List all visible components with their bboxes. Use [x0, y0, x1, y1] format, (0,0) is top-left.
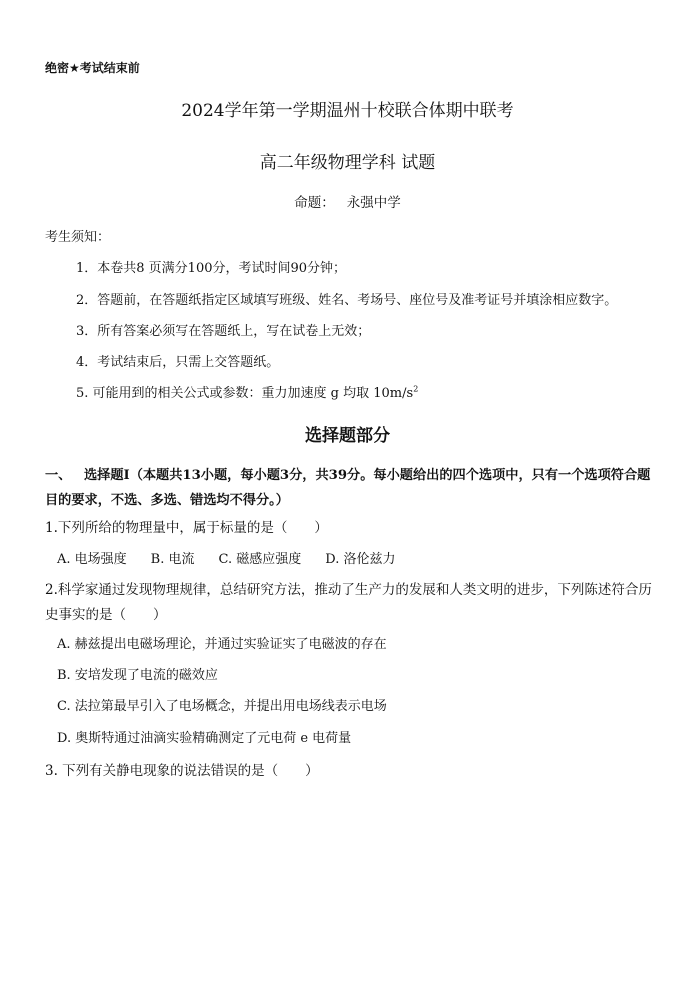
part-title: 选择题Ⅰ	[83, 468, 130, 483]
option-c: C. 法拉第最早引入了电场概念，并提出用电场线表示电场	[57, 699, 387, 714]
notice-item-text: 5. 可能用到的相关公式或参数：重力加速度 g 均取 10m/s	[76, 386, 414, 401]
part-number: 一、	[45, 468, 72, 483]
notice-item: 4．考试结束后，只需上交答题纸。	[76, 355, 280, 370]
option-a: A. 赫兹提出电磁场理论，并通过实验证实了电磁波的存在	[57, 637, 387, 652]
part-instructions	[45, 463, 655, 513]
notice-item: 3．所有答案必须写在答题纸上，写在试卷上无效；	[76, 324, 371, 339]
notice-item: 2．答题前，在答题纸指定区域填写班级、姓名、考场号、座位号及准考证号并填涂相应数字。	[76, 293, 618, 308]
exam-title: 2024学年第一学期温州十校联合体期中联考	[181, 101, 514, 121]
notice-item: 1．本卷共8 页满分100分，考试时间90分钟；	[76, 261, 347, 276]
superscript: 2	[413, 384, 419, 394]
question-stem: 3. 下列有关静电现象的说法错误的是（ ）	[45, 763, 319, 779]
notice-heading: 考生须知：	[45, 230, 111, 245]
setter-label: 命题：	[294, 195, 335, 211]
exam-subtitle: 高二年级物理学科 试题	[259, 153, 436, 173]
part-description: （本题共13小题，每小题3分，共39分。每小题给出的四个选项中，只有一个选项符合题目的要求，不选、多选、错选均不得分。）	[45, 468, 651, 508]
setter-school: 永强中学	[346, 195, 401, 211]
option-b: B. 安培发现了电流的磁效应	[57, 668, 218, 683]
section-title: 选择题部分	[305, 426, 390, 446]
option-d: D. 洛伦兹力	[325, 552, 396, 567]
option-c: C. 磁感应强度	[218, 552, 302, 567]
notice-item	[76, 382, 418, 401]
option-b: B. 电流	[150, 552, 195, 567]
option-a: A. 电场强度	[57, 552, 127, 567]
question-stem: 2.科学家通过发现物理规律，总结研究方法，推动了生产力的发展和人类文明的进步，下列陈述符合历史事实的是（ ）	[45, 582, 652, 623]
question-stem: 1.下列所给的物理量中，属于标量的是（ ）	[45, 520, 328, 536]
option-d: D. 奥斯特通过油滴实验精确测定了元电荷 e 电荷量	[57, 731, 352, 746]
question-options	[57, 548, 419, 567]
confidential-label: 绝密★考试结束前	[45, 61, 140, 75]
setter-line	[0, 191, 695, 211]
